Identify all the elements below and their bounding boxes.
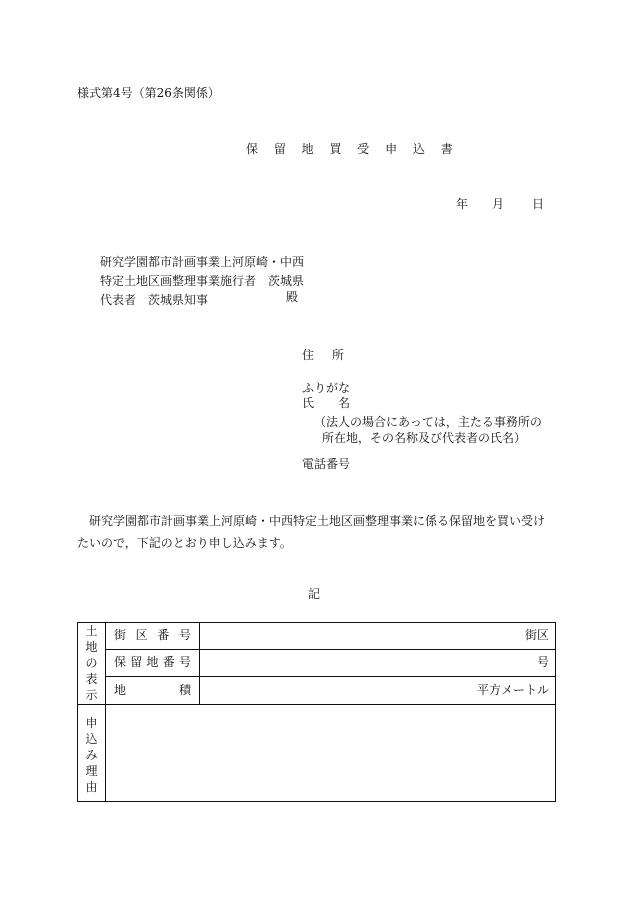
label-char: 街: [114, 628, 127, 643]
recipient-line: 代表者 茨城県知事: [100, 293, 209, 307]
statement-text: 研究学園都市計画事業上河原崎・中西特定土地区画整理事業に係る保留地を買い受けたいので，下記のとおり申し込みます。: [77, 514, 546, 550]
header-char: 示: [85, 688, 98, 702]
ki-heading: 記: [308, 587, 321, 601]
document-title: 保 留 地 買 受 申 込 書: [246, 142, 459, 156]
address-label-char: 所: [332, 348, 345, 362]
application-statement: [77, 510, 555, 554]
header-char: 土: [85, 624, 98, 638]
corporate-note-line-2: 所在地，その名称及び代表者の氏名）: [322, 431, 527, 445]
label-char: 保: [114, 655, 127, 670]
table-row: [78, 677, 556, 704]
date-year: 年: [456, 197, 469, 211]
address-label-char: 住: [302, 348, 315, 362]
name-label: [302, 396, 350, 412]
form-number: 様式第4号（第26条関係）: [77, 86, 220, 100]
header-char: 込: [85, 731, 98, 746]
table-row: [78, 623, 556, 650]
date-day: 日: [532, 197, 545, 211]
area-field[interactable]: [200, 677, 556, 704]
header-char: 表: [85, 672, 98, 686]
address-label: [302, 348, 344, 364]
area-unit: 平方メートル: [476, 682, 549, 697]
honorific: 殿: [286, 290, 299, 304]
reason-header: [78, 704, 106, 801]
reserved-land-number-field[interactable]: [200, 650, 556, 677]
block-unit: 街区: [524, 628, 549, 643]
name-label-char: 名: [338, 396, 351, 410]
corporate-note-line-1: （法人の場合にあっては，主たる事務所の: [314, 415, 542, 429]
date-month: 月: [492, 197, 505, 211]
table-row: [78, 650, 556, 677]
land-display-header: [78, 623, 106, 705]
recipient-block: [100, 255, 304, 312]
recipient-line: 研究学園都市計画事業上河原崎・中西: [100, 255, 305, 269]
label-char: 番: [157, 628, 170, 643]
label-char: 地: [146, 655, 159, 670]
label-char: 区: [135, 628, 148, 643]
header-char: 申: [85, 715, 98, 730]
label-char: 号: [178, 655, 191, 670]
name-label-char: 氏: [302, 396, 315, 410]
label-char: 地: [114, 682, 127, 697]
block-number-label: [106, 623, 200, 650]
reserved-land-number-label: [106, 650, 200, 677]
label-char: 積: [178, 682, 191, 697]
date-line: [456, 197, 544, 213]
land-table: [77, 622, 556, 802]
table-row: [78, 704, 556, 801]
header-char: の: [85, 656, 98, 670]
furigana-label: ふりがな: [302, 381, 351, 395]
header-char: 由: [85, 779, 98, 794]
label-char: 留: [130, 655, 143, 670]
number-unit: 号: [536, 655, 549, 670]
block-number-field[interactable]: [200, 623, 556, 650]
header-char: 理: [85, 763, 98, 778]
phone-label: 電話番号: [302, 457, 351, 471]
header-char: 地: [85, 640, 98, 654]
reason-field[interactable]: [106, 704, 556, 801]
label-char: 番: [162, 655, 175, 670]
label-char: 号: [178, 628, 191, 643]
recipient-line: 特定土地区画整理事業施行者 茨城県: [100, 274, 305, 288]
area-label: [106, 677, 200, 704]
header-char: み: [85, 747, 98, 762]
